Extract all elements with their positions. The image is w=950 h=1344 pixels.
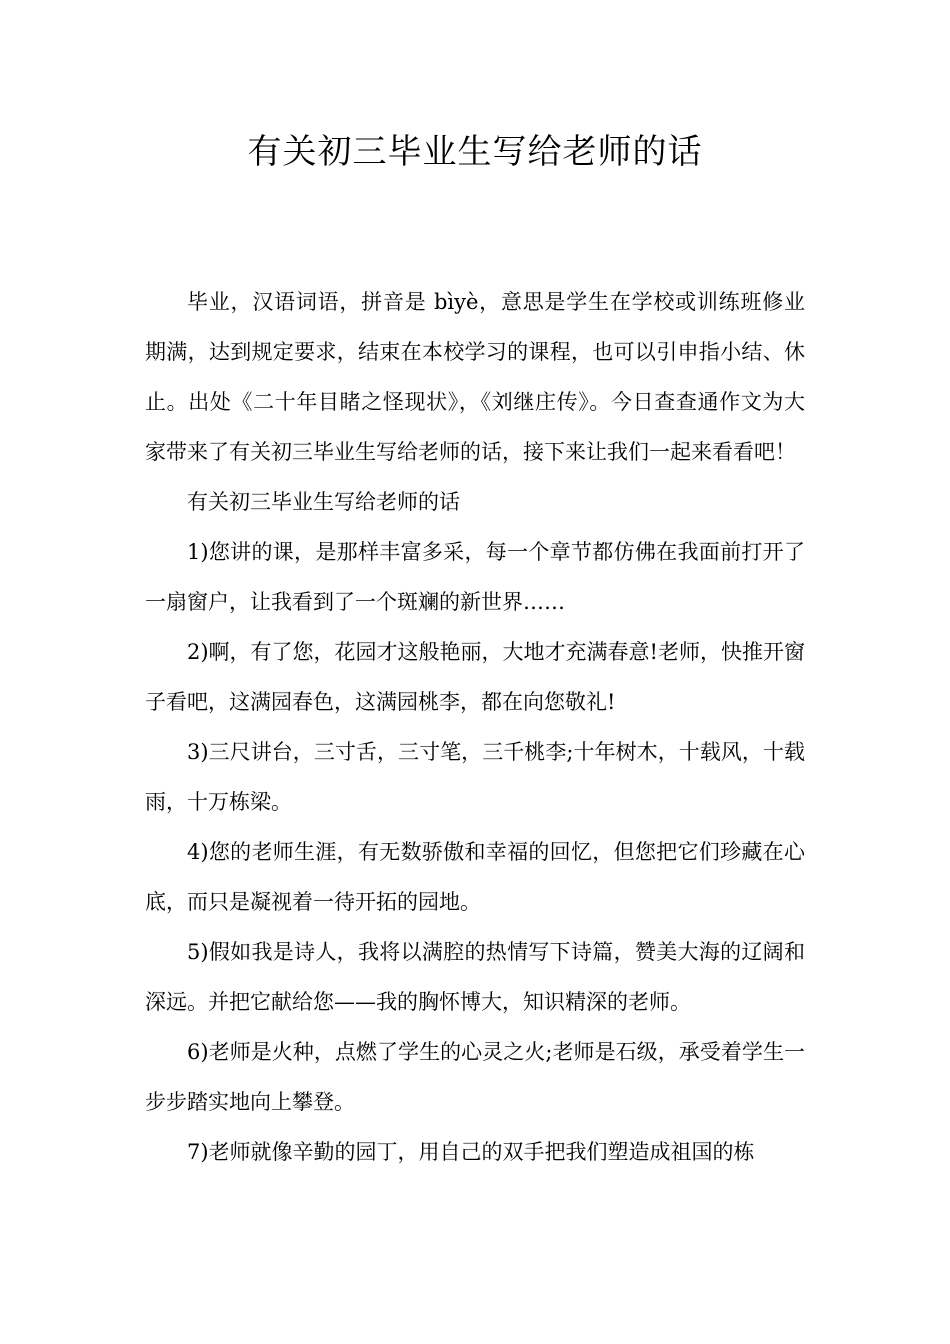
paragraph-item-4: 4)您的老师生涯，有无数骄傲和幸福的回忆，但您把它们珍藏在心底，而只是凝视着一待开拓的园地。 — [145, 840, 805, 914]
paragraph-item-1: 1)您讲的课，是那样丰富多采，每一个章节都仿佛在我面前打开了一扇窗户，让我看到了一个斑斓的新世界…… — [145, 540, 805, 614]
paragraph-item-3: 3)三尺讲台，三寸舌，三寸笔，三千桃李;十年树木，十载风，十载雨，十万栋梁。 — [145, 740, 805, 814]
paragraph-subtitle: 有关初三毕业生写给老师的话 — [187, 490, 460, 514]
paragraph-item-7: 7)老师就像辛勤的园丁，用自己的双手把我们塑造成祖国的栋 — [187, 1140, 755, 1164]
paragraph-item-6: 6)老师是火种，点燃了学生的心灵之火;老师是石级，承受着学生一步步踏实地向上攀登。 — [145, 1040, 805, 1114]
paragraph-item-2: 2)啊，有了您，花园才这般艳丽，大地才充满春意!老师，快推开窗子看吧，这满园春色，这满园桃李，都在向您敬礼! — [145, 640, 805, 714]
document-body — [145, 277, 805, 1177]
document-title: 有关初三毕业生写给老师的话 — [247, 132, 703, 172]
paragraph-item-5: 5)假如我是诗人，我将以满腔的热情写下诗篇，赞美大海的辽阔和深远。并把它献给您——我的胸怀博大，知识精深的老师。 — [145, 940, 805, 1014]
paragraph-intro: 毕业，汉语词语，拼音是 bìyè，意思是学生在学校或训练班修业期满，达到规定要求，结束在本校学习的课程，也可以引申指小结、休止。出处《二十年目睹之怪现状》，《刘继庄传》。今日查查通作文为大家带来了有关初三毕业生写给老师的话，接下来让我们一起来看看吧！ — [145, 290, 805, 464]
